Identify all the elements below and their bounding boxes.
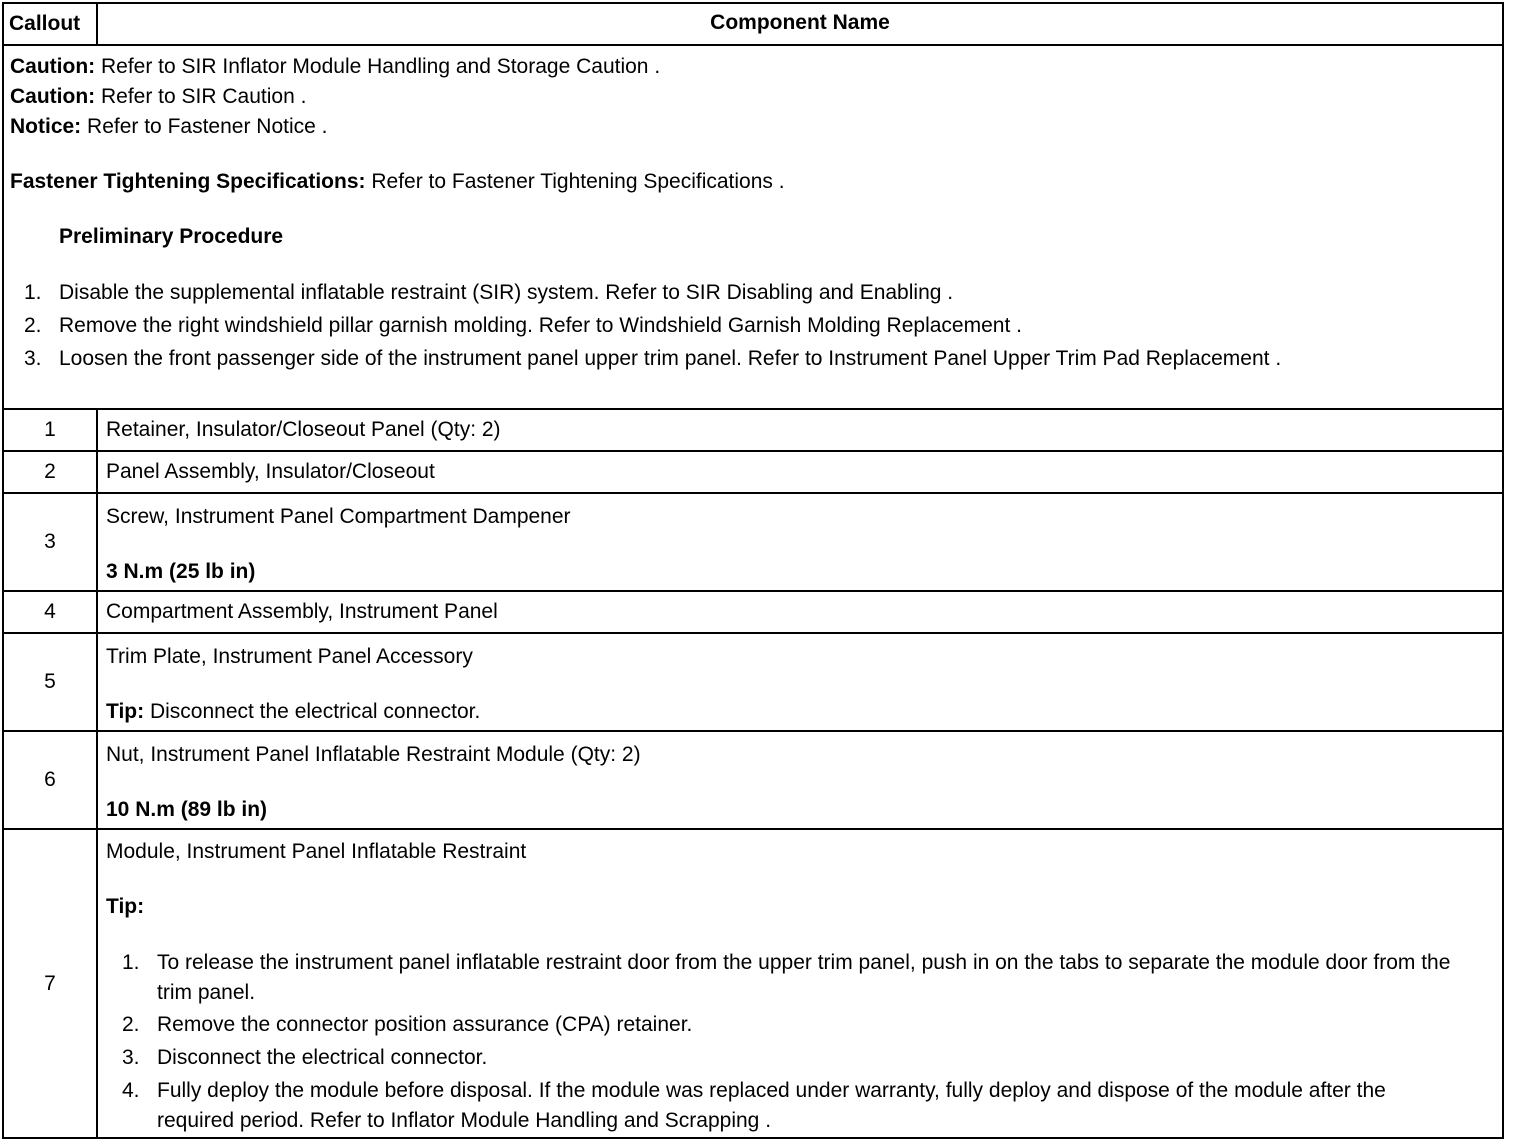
caution-text-2: Refer to SIR Caution . [101,85,307,108]
component-cell [98,830,1502,1137]
torque-spec: 10 N.m (89 lb in) [106,798,268,821]
notice-text: Refer to Fastener Notice . [87,115,328,138]
tip-line [106,699,480,725]
notice-label: Notice: [10,115,82,138]
caution-text-1: Refer to SIR Inflator Module Handling and Storage Caution . [101,55,661,78]
tip-text: Disconnect the electrical connector. [149,700,481,723]
callout-number: 6 [4,732,98,828]
component-name: Retainer, Insulator/Closeout Panel (Qty: 2) [106,418,501,441]
caution-label: Caution: [10,85,96,108]
header-component-name: Component Name [710,11,890,34]
table-row [4,634,1502,732]
prelim-step-2-text: Remove the right windshield pillar garnish molding. Refer to Windshield Garnish Molding Replacement . [59,314,1022,337]
component-name: Nut, Instrument Panel Inflatable Restraint Module (Qty: 2) [106,743,641,766]
callout-number: 4 [4,592,98,632]
table-row [4,732,1502,830]
component-cell [98,494,1502,590]
tip-step-2-num: 2. [122,1013,140,1036]
prelim-step-1-num: 1. [24,281,42,304]
tip-step-2-text: Remove the connector position assurance (CPA) retainer. [157,1013,693,1036]
tip-step-1-text: To release the instrument panel inflatable restraint door from the upper trim panel, push in on the tabs to separate the module door from the trim panel. [157,951,1451,1004]
tip-step-1-num: 1. [122,951,140,974]
callout-number: 7 [4,830,98,1137]
tip-step-4-text: Fully deploy the module before disposal. If the module was replaced under warranty, fully deploy and dispose of the module after the required period. Refer to Inflator Module Handling and Scrapping . [157,1079,1386,1132]
table-row [4,494,1502,592]
table-row [4,452,1502,494]
header-callout: Callout [4,4,98,44]
prelim-step-3-num: 3. [24,347,42,370]
prelim-step-2-num: 2. [24,314,42,337]
callout-number: 1 [4,410,98,450]
component-name: Compartment Assembly, Instrument Panel [106,600,498,623]
notice-line [10,114,327,140]
component-cell [98,732,1502,828]
component-name: Trim Plate, Instrument Panel Accessory [106,645,473,668]
fastener-spec-line [10,169,785,195]
prelim-step-1-text: Disable the supplemental inflatable restraint (SIR) system. Refer to SIR Disabling and Enabling . [59,281,954,304]
fastener-spec-text: Refer to Fastener Tightening Specifications . [371,170,785,193]
caution-line-1 [10,54,660,80]
component-name: Module, Instrument Panel Inflatable Restraint [106,840,527,863]
torque-spec: 3 N.m (25 lb in) [106,560,256,583]
component-cell [98,634,1502,730]
caution-line-2 [10,84,306,110]
tip-step-4-num: 4. [122,1079,140,1102]
table-row [4,592,1502,634]
procedure-table [2,2,1504,1139]
tip-step-3-text: Disconnect the electrical connector. [157,1046,488,1069]
table-row [4,410,1502,452]
table-header [4,4,1502,46]
callout-number: 2 [4,452,98,492]
callout-number: 3 [4,494,98,590]
callout-number: 5 [4,634,98,730]
tip-step-3-num: 3. [122,1046,140,1069]
preliminary-procedure-title: Preliminary Procedure [59,225,284,248]
fastener-spec-label: Fastener Tightening Specifications: [10,170,366,193]
prelim-step-3-text: Loosen the front passenger side of the instrument panel upper trim panel. Refer to Instrument Panel Upper Trim Pad Replacement . [59,347,1282,370]
intro-row [4,46,1502,410]
tip-label: Tip: [106,700,145,723]
table-row [4,830,1502,1137]
tip-label: Tip: [106,895,145,918]
component-name: Screw, Instrument Panel Compartment Dampener [106,505,571,528]
caution-label: Caution: [10,55,96,78]
component-name: Panel Assembly, Insulator/Closeout [106,460,435,483]
